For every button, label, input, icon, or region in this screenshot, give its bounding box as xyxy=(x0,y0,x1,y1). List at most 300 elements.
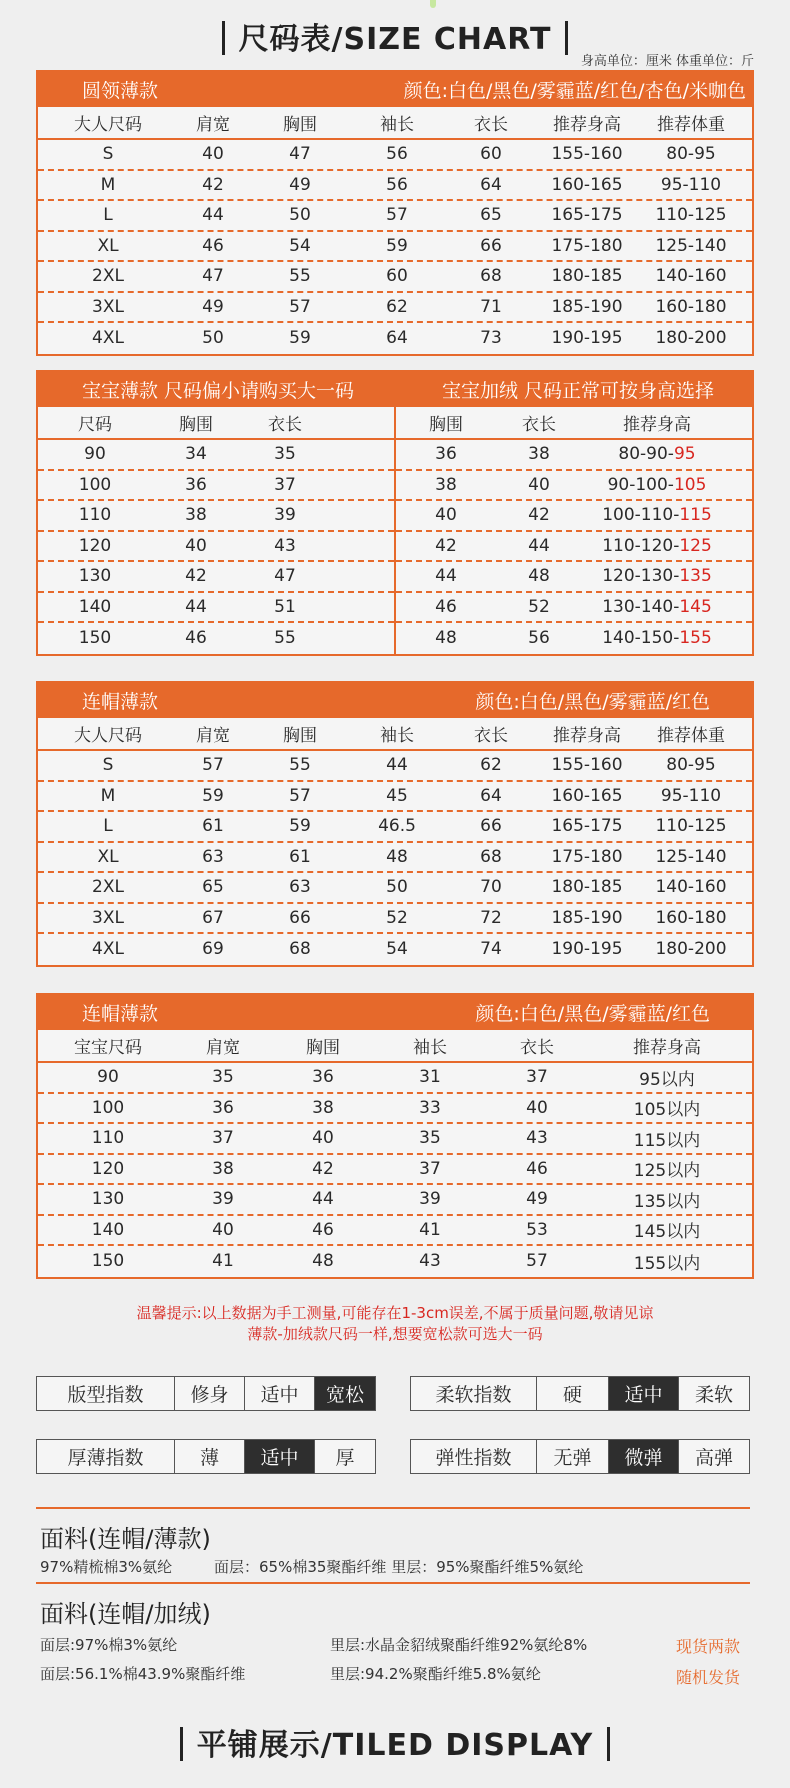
table-cell: 110 xyxy=(78,505,112,526)
table-cell: 2XL xyxy=(92,877,124,898)
table-row xyxy=(38,562,394,593)
table-cell: 52 xyxy=(528,596,550,617)
table-baby xyxy=(36,370,754,656)
table-cell: 67 xyxy=(202,907,224,928)
column-header: 衣长 xyxy=(520,1038,554,1058)
table-cell: 53 xyxy=(526,1219,548,1240)
title-bar-right xyxy=(607,1727,610,1761)
table-cell: 65 xyxy=(202,877,224,898)
height-max: 115 xyxy=(679,505,712,526)
table-header-row xyxy=(38,407,394,440)
column-header: 袖长 xyxy=(380,115,414,135)
table-cell: 47 xyxy=(289,144,311,165)
table-cell: 160-180 xyxy=(655,907,727,928)
table-cell: 41 xyxy=(212,1251,234,1272)
table-cell: 33 xyxy=(419,1097,441,1118)
column-header: 大人尺码 xyxy=(74,726,142,746)
table-cell: L xyxy=(103,205,113,226)
top-edge-mark xyxy=(430,0,436,8)
table-cell: 3XL xyxy=(92,907,124,928)
table-cell: 180-200 xyxy=(655,939,727,960)
table-cell: 40 xyxy=(212,1219,234,1240)
table-cell: 165-175 xyxy=(551,205,623,226)
table-cell: 57 xyxy=(526,1251,548,1272)
height-range: 130-140- xyxy=(602,596,680,617)
table-row xyxy=(38,1155,752,1186)
table-cell: 140 xyxy=(78,596,112,617)
table-row xyxy=(38,593,394,624)
units-note: 身高单位：厘米 体重单位：斤 xyxy=(580,54,754,69)
table-cell: 4XL xyxy=(92,328,124,349)
index-option: 适中 xyxy=(245,1377,315,1410)
table-cell: 70 xyxy=(480,877,502,898)
table-cell: 2XL xyxy=(92,266,124,287)
table-row xyxy=(38,140,752,171)
table-cell xyxy=(582,444,732,464)
height-max: 135 xyxy=(679,566,712,587)
table-cell: 46 xyxy=(435,596,457,617)
table-row xyxy=(396,501,752,532)
table-row xyxy=(38,782,752,813)
table-cell: 68 xyxy=(480,846,502,867)
table-row xyxy=(38,751,752,782)
table-cell: 180-185 xyxy=(551,877,623,898)
table-cell: 42 xyxy=(185,566,207,587)
table-cell: 44 xyxy=(528,535,550,556)
fabric-fleece-title: 面料(连帽/加绒) xyxy=(40,1600,211,1628)
table-cell: 130 xyxy=(78,566,112,587)
table-cell: M xyxy=(100,785,116,806)
column-header: 胸围 xyxy=(306,1038,340,1058)
table-cell: 38 xyxy=(312,1097,334,1118)
warm-tip-line-2: 薄款-加绒款尺码一样,想要宽松款可选大一码 xyxy=(247,1325,543,1343)
table-cell: 46 xyxy=(526,1158,548,1179)
baby-thin-table xyxy=(38,407,396,654)
table-cell: 54 xyxy=(289,235,311,256)
table-cell: M xyxy=(100,174,116,195)
table-row xyxy=(38,501,394,532)
column-header: 袖长 xyxy=(380,726,414,746)
table-cell: 100 xyxy=(91,1097,125,1118)
table-cell: 80-95 xyxy=(666,144,716,165)
table-cell: 50 xyxy=(289,205,311,226)
table-cell: 73 xyxy=(480,328,502,349)
table-cell: 42 xyxy=(312,1158,334,1179)
index-label: 版型指数 xyxy=(37,1377,175,1410)
table-row xyxy=(38,201,752,232)
table-cell: 44 xyxy=(435,566,457,587)
fabric-fleece-outer-2: 面层:56.1%棉43.9%聚酯纤维 xyxy=(40,1665,246,1683)
index-label: 厚薄指数 xyxy=(37,1440,175,1473)
table-row xyxy=(38,904,752,935)
column-header: 衣长 xyxy=(474,115,508,135)
height-max: 155 xyxy=(679,628,712,649)
table-cell: 44 xyxy=(202,205,224,226)
fabric-thin-main: 97%精梳棉3%氨纶 xyxy=(40,1558,173,1576)
column-header: 衣长 xyxy=(522,415,556,435)
column-header: 胸围 xyxy=(429,415,463,435)
size-chart-title-text: 尺码表/SIZE CHART xyxy=(238,22,552,57)
warm-tip-line-1: 温馨提示:以上数据为手工测量,可能存在1-3cm误差,不属于质量问题,敬请见谅 xyxy=(136,1304,654,1322)
table-header-row xyxy=(38,718,752,751)
table-cell: 47 xyxy=(274,566,296,587)
table-cell: 46.5 xyxy=(378,816,416,837)
baby-thin-title: 宝宝薄款 尺码偏小请购买大一码 xyxy=(82,380,355,402)
column-header: 肩宽 xyxy=(196,726,230,746)
table-cell: 49 xyxy=(202,296,224,317)
fabric-thin-title: 面料(连帽/薄款) xyxy=(40,1525,211,1553)
stock-note-1: 现货两款 xyxy=(676,1637,741,1656)
column-header: 大人尺码 xyxy=(74,115,142,135)
fabric-fleece-inner-1: 里层:水晶金貂绒聚酯纤维92%氨纶8% xyxy=(330,1636,588,1654)
table-row xyxy=(38,1124,752,1155)
table-cell: 59 xyxy=(289,328,311,349)
table-cell: 56 xyxy=(528,628,550,649)
table-hoodie-adult xyxy=(36,681,754,967)
column-header: 衣长 xyxy=(474,726,508,746)
index-option: 硬 xyxy=(537,1377,609,1410)
table-cell: 40 xyxy=(312,1128,334,1149)
column-header: 推荐身高 xyxy=(633,1038,701,1058)
table-cell: 4XL xyxy=(92,939,124,960)
table-cell: 49 xyxy=(526,1189,548,1210)
divider xyxy=(36,1507,750,1509)
table-cell: 63 xyxy=(202,846,224,867)
table-cell: 40 xyxy=(435,505,457,526)
index-option: 适中 xyxy=(245,1440,315,1473)
table-cell: 44 xyxy=(185,596,207,617)
table-cell: 43 xyxy=(274,535,296,556)
table-header-bar xyxy=(38,72,752,107)
table-header-bar xyxy=(38,683,752,718)
table-cell: 37 xyxy=(419,1158,441,1179)
table-cell xyxy=(582,505,732,525)
table-cell: 40 xyxy=(185,535,207,556)
table-cell: 38 xyxy=(435,474,457,495)
table-cell: 125-140 xyxy=(655,235,727,256)
table-header-row xyxy=(396,407,752,440)
index-option: 宽松 xyxy=(315,1377,375,1410)
table-cell: 64 xyxy=(480,174,502,195)
table-row xyxy=(38,323,752,354)
table-header-bar xyxy=(38,995,752,1030)
table-cell: 54 xyxy=(386,939,408,960)
table-body xyxy=(38,1030,752,1277)
table-cell: 42 xyxy=(528,505,550,526)
baby-fleece-title: 宝宝加绒 尺码正常可按身高选择 xyxy=(442,380,715,402)
table-cell: 52 xyxy=(386,907,408,928)
height-range: 100-110- xyxy=(602,505,680,526)
table-cell: 60 xyxy=(386,266,408,287)
table-cell: 66 xyxy=(480,816,502,837)
table-hoodie-baby xyxy=(36,993,754,1279)
table-cell: S xyxy=(102,144,114,165)
stock-note-2: 随机发货 xyxy=(676,1668,741,1687)
table-cell: 48 xyxy=(528,566,550,587)
table-cell: 95-110 xyxy=(660,174,722,195)
table-cell: 56 xyxy=(386,174,408,195)
table-cell: 150 xyxy=(78,628,112,649)
table-cell xyxy=(582,597,732,617)
table-cell: 37 xyxy=(526,1067,548,1088)
table-colors: 颜色:白色/黑色/雾霾蓝/红色/杏色/米咖色 xyxy=(403,80,746,102)
fit-index xyxy=(36,1376,376,1411)
table-row xyxy=(38,843,752,874)
table-cell: 95以内 xyxy=(639,1069,695,1090)
table-cell: 40 xyxy=(202,144,224,165)
table-cell: 51 xyxy=(274,596,296,617)
table-cell: S xyxy=(102,755,114,776)
table-cell: 55 xyxy=(289,755,311,776)
table-cell: 43 xyxy=(526,1128,548,1149)
height-range: 120-130- xyxy=(602,566,680,587)
table-cell: 3XL xyxy=(92,296,124,317)
table-cell: 160-165 xyxy=(551,174,623,195)
table-row xyxy=(38,171,752,202)
table-row xyxy=(38,873,752,904)
table-cell: 40 xyxy=(528,474,550,495)
table-cell: 41 xyxy=(419,1219,441,1240)
column-header: 胸围 xyxy=(179,415,213,435)
table-cell: 50 xyxy=(202,328,224,349)
fabric-thin-layers: 面层：65%棉35聚酯纤维 里层：95%聚酯纤维5%氨纶 xyxy=(214,1558,584,1576)
table-cell: 110-125 xyxy=(655,816,727,837)
table-cell: 37 xyxy=(274,474,296,495)
table-row xyxy=(396,562,752,593)
table-cell: 50 xyxy=(386,877,408,898)
table-cell xyxy=(582,475,732,495)
column-header: 推荐身高 xyxy=(553,115,621,135)
column-header: 肩宽 xyxy=(196,115,230,135)
table-cell: 120 xyxy=(91,1158,125,1179)
table-cell: 71 xyxy=(480,296,502,317)
title-bar-left xyxy=(222,21,225,55)
table-row xyxy=(38,623,394,654)
table-colors: 颜色:白色/黑色/雾霾蓝/红色 xyxy=(475,1003,710,1025)
table-cell: 36 xyxy=(435,444,457,465)
baby-fleece-table xyxy=(396,407,752,654)
table-cell: 45 xyxy=(386,785,408,806)
table-cell: 34 xyxy=(185,444,207,465)
table-cell: 125以内 xyxy=(633,1161,701,1182)
table-cell: 115以内 xyxy=(633,1130,701,1151)
table-row xyxy=(38,1185,752,1216)
table-cell: 36 xyxy=(185,474,207,495)
table-cell: 56 xyxy=(386,144,408,165)
table-cell: 36 xyxy=(212,1097,234,1118)
height-max: 125 xyxy=(679,535,712,556)
table-cell: 105以内 xyxy=(633,1100,701,1121)
table-row xyxy=(38,1063,752,1094)
column-header: 尺码 xyxy=(78,415,112,435)
table-row xyxy=(396,440,752,471)
table-cell: XL xyxy=(97,846,119,867)
table-name: 圆领薄款 xyxy=(82,80,159,102)
index-option: 修身 xyxy=(175,1377,245,1410)
index-label: 柔软指数 xyxy=(411,1377,537,1410)
table-cell: XL xyxy=(97,235,119,256)
table-cell: 48 xyxy=(312,1251,334,1272)
softness-index xyxy=(410,1376,750,1411)
table-cell xyxy=(582,628,732,648)
table-cell: 37 xyxy=(212,1128,234,1149)
column-header: 推荐身高 xyxy=(623,415,691,435)
column-header: 肩宽 xyxy=(206,1038,240,1058)
table-cell: 145以内 xyxy=(633,1222,701,1243)
table-row xyxy=(38,232,752,263)
table-cell: 39 xyxy=(274,505,296,526)
height-range: 90-100- xyxy=(607,474,674,495)
column-header: 袖长 xyxy=(413,1038,447,1058)
table-cell: 43 xyxy=(419,1251,441,1272)
table-colors: 颜色:白色/黑色/雾霾蓝/红色 xyxy=(475,691,710,713)
table-cell: 69 xyxy=(202,939,224,960)
tiled-display-title xyxy=(0,1720,790,1764)
table-cell: 42 xyxy=(435,535,457,556)
height-max: 95 xyxy=(673,444,696,465)
thickness-index xyxy=(36,1439,376,1474)
table-cell: 90 xyxy=(84,444,106,465)
table-cell: 120 xyxy=(78,535,112,556)
column-header: 推荐身高 xyxy=(553,726,621,746)
table-cell: 59 xyxy=(202,785,224,806)
table-cell: 160-165 xyxy=(551,785,623,806)
table-cell: 36 xyxy=(312,1067,334,1088)
table-cell: 190-195 xyxy=(551,328,623,349)
table-cell: 64 xyxy=(480,785,502,806)
table-cell: 57 xyxy=(289,785,311,806)
column-header: 胸围 xyxy=(283,115,317,135)
table-cell: 60 xyxy=(480,144,502,165)
table-cell: 190-195 xyxy=(551,939,623,960)
table-row xyxy=(396,471,752,502)
table-cell: 140 xyxy=(91,1219,125,1240)
table-cell: 165-175 xyxy=(551,816,623,837)
table-cell: 48 xyxy=(435,628,457,649)
index-option: 微弹 xyxy=(609,1440,679,1473)
table-cell: 44 xyxy=(312,1189,334,1210)
table-row xyxy=(38,471,394,502)
table-cell: 125-140 xyxy=(655,846,727,867)
elasticity-index xyxy=(410,1439,750,1474)
table-cell: 185-190 xyxy=(551,296,623,317)
table-cell: 61 xyxy=(289,846,311,867)
table-cell: 39 xyxy=(212,1189,234,1210)
index-option: 厚 xyxy=(335,1447,355,1469)
table-cell: 100 xyxy=(78,474,112,495)
table-body xyxy=(38,718,752,965)
table-cell: 61 xyxy=(202,816,224,837)
table-cell: 55 xyxy=(289,266,311,287)
column-header: 推荐体重 xyxy=(657,115,725,135)
table-cell: 80-95 xyxy=(666,755,716,776)
table-cell: 180-200 xyxy=(655,328,727,349)
height-range: 140-150- xyxy=(602,628,680,649)
table-cell xyxy=(582,536,732,556)
table-cell: 57 xyxy=(202,755,224,776)
table-cell xyxy=(582,566,732,586)
table-cell: 68 xyxy=(480,266,502,287)
table-cell: 66 xyxy=(480,235,502,256)
table-cell: 155以内 xyxy=(633,1253,701,1274)
table-cell: 66 xyxy=(289,907,311,928)
table-cell: 185-190 xyxy=(551,907,623,928)
table-cell: 44 xyxy=(386,755,408,776)
table-cell: 175-180 xyxy=(551,235,623,256)
table-cell: 74 xyxy=(480,939,502,960)
table-row xyxy=(38,1216,752,1247)
title-bar-left xyxy=(180,1727,183,1761)
table-cell: L xyxy=(103,816,113,837)
table-cell: 155-160 xyxy=(551,755,623,776)
column-header: 推荐体重 xyxy=(657,726,725,746)
index-option: 适中 xyxy=(609,1377,679,1410)
table-cell: 46 xyxy=(312,1219,334,1240)
table-cell: 31 xyxy=(419,1067,441,1088)
table-cell: 135以内 xyxy=(633,1191,701,1212)
index-label: 弹性指数 xyxy=(411,1440,537,1473)
table-cell: 63 xyxy=(289,877,311,898)
table-cell: 39 xyxy=(419,1189,441,1210)
title-bar-right xyxy=(565,21,568,55)
table-cell: 155-160 xyxy=(551,144,623,165)
table-cell: 59 xyxy=(386,235,408,256)
table-cell: 38 xyxy=(528,444,550,465)
table-row xyxy=(38,293,752,324)
fabric-fleece-inner-2: 里层:94.2%聚酯纤维5.8%氨纶 xyxy=(330,1665,541,1683)
height-range: 110-120- xyxy=(602,535,680,556)
table-cell: 35 xyxy=(212,1067,234,1088)
height-max: 145 xyxy=(679,596,712,617)
column-header: 宝宝尺码 xyxy=(74,1038,142,1058)
table-row xyxy=(38,440,394,471)
table-cell: 57 xyxy=(289,296,311,317)
table-cell: 90 xyxy=(97,1067,119,1088)
table-cell: 40 xyxy=(526,1097,548,1118)
column-header: 衣长 xyxy=(268,415,302,435)
table-name: 连帽薄款 xyxy=(82,691,159,713)
divider xyxy=(36,1582,750,1584)
warm-tip xyxy=(0,1303,790,1345)
table-cell: 68 xyxy=(289,939,311,960)
table-header-row xyxy=(38,1030,752,1063)
table-cell: 95-110 xyxy=(660,785,722,806)
table-cell: 55 xyxy=(274,628,296,649)
table-cell: 140-160 xyxy=(655,877,727,898)
table-row xyxy=(396,623,752,654)
table-cell: 38 xyxy=(185,505,207,526)
height-range: 80-90- xyxy=(618,444,674,465)
table-cell: 35 xyxy=(274,444,296,465)
table-cell: 64 xyxy=(386,328,408,349)
table-body xyxy=(38,107,752,354)
column-header: 胸围 xyxy=(283,726,317,746)
table-row xyxy=(38,532,394,563)
table-cell: 48 xyxy=(386,846,408,867)
table-row xyxy=(396,593,752,624)
table-cell: 110 xyxy=(91,1128,125,1149)
tiled-display-title-text: 平铺展示/TILED DISPLAY xyxy=(196,1728,594,1763)
table-cell: 46 xyxy=(202,235,224,256)
table-cell: 140-160 xyxy=(655,266,727,287)
table-cell: 59 xyxy=(289,816,311,837)
index-option: 柔软 xyxy=(694,1384,733,1406)
fabric-fleece-outer-1: 面层:97%棉3%氨纶 xyxy=(40,1636,178,1654)
table-cell: 65 xyxy=(480,205,502,226)
table-row xyxy=(38,1094,752,1125)
table-row xyxy=(38,262,752,293)
index-option: 高弹 xyxy=(694,1447,733,1469)
